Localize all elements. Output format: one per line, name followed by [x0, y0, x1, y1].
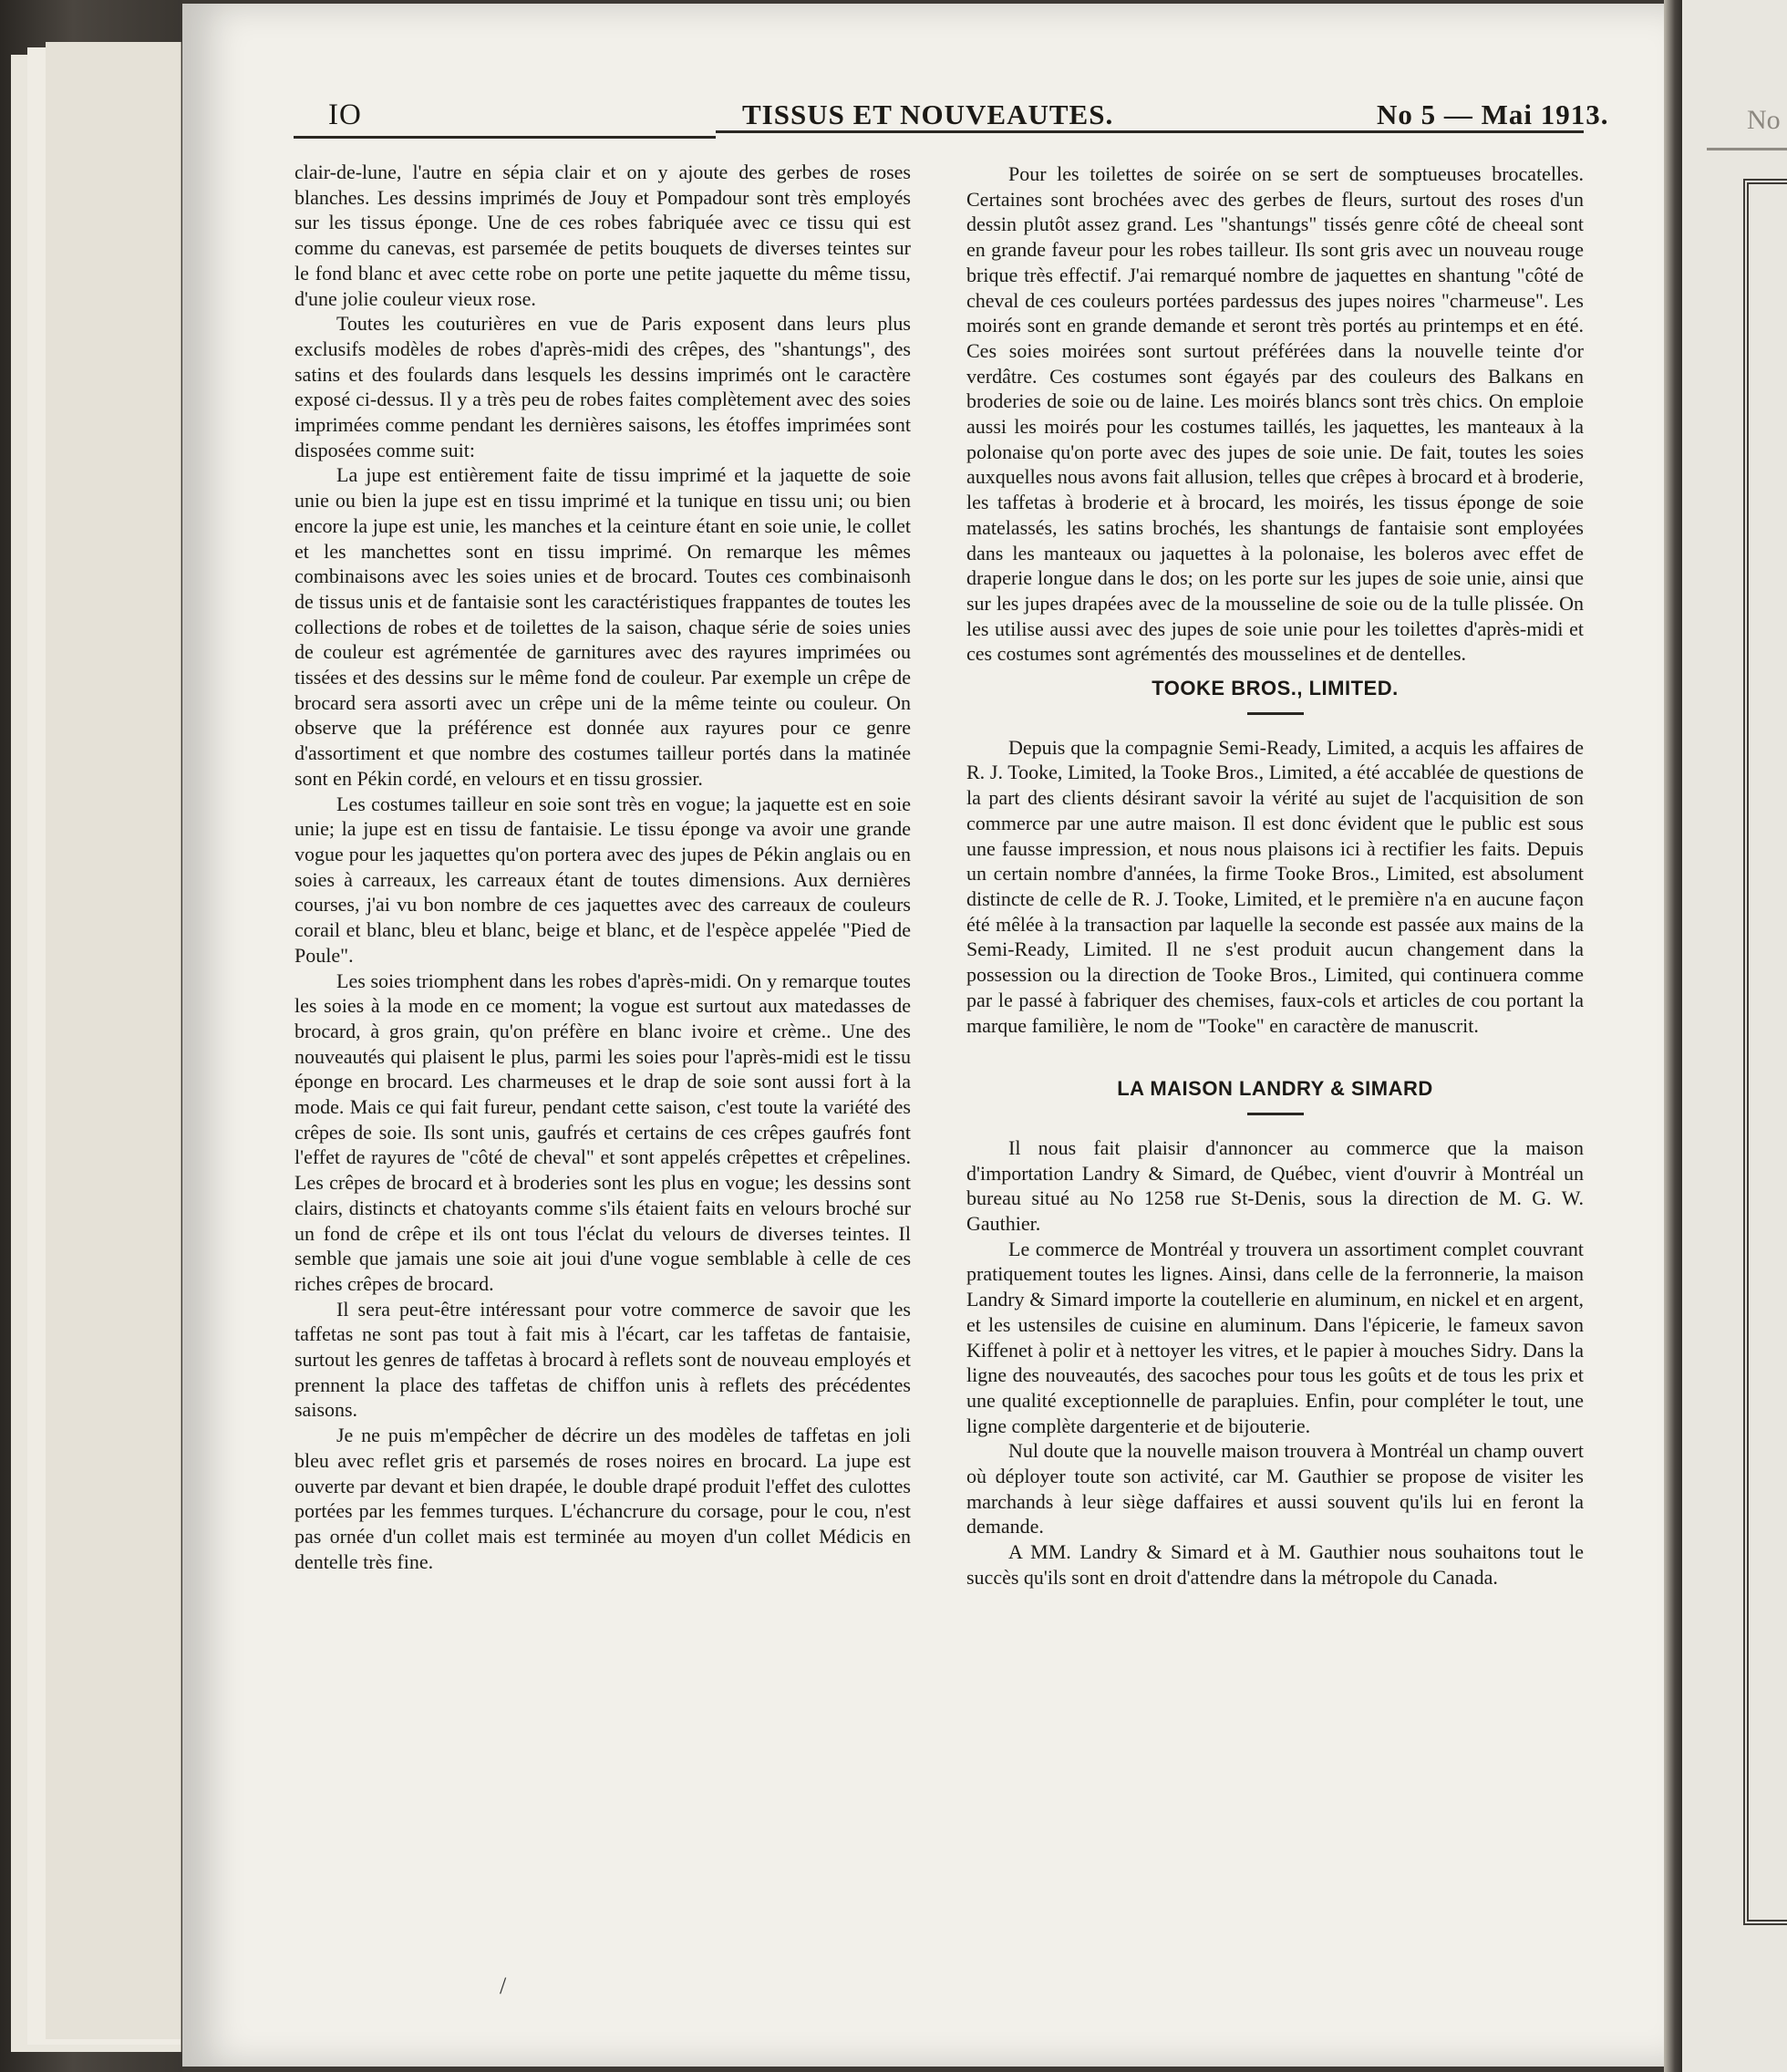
heading-rule: [1247, 1113, 1304, 1115]
paragraph: A MM. Landry & Simard et à M. Gauthier nous souhaitons tout le succès qu'ils sont en droit d'attendre dans la métropole du Canada.: [966, 1540, 1584, 1589]
paragraph: clair-de-lune, l'autre en sépia clair et on y ajoute des gerbes de roses blanches. Les dessins imprimés de Jouy et Pompadour sont très employés sur les tissus éponge. Une de ces robes fabriquée avec ce tissu qui est comme du canevas, est parsemée de petits bouquets de diverses teintes sur le fond blanc et avec cette robe on porte une petite jaquette du même tissu, d'une jolie couleur vieux rose.: [294, 161, 911, 310]
paragraph: Les costumes tailleur en soie sont très en vogue; la jaquette est en soie unie; la jupe est en tissu de fantaisie. Le tissu éponge va avoir une grande vogue pour les jaquettes qu'on portera avec des jupes de Pékin anglais ou en soies à carreaux, les carreaux étant de toutes dimensions. Aux dernières courses, j'ai vu bon nombre de ces jaquettes avec des carreaux de couleurs corail et blanc, bleu et blanc, beige et blanc, et de l'espèce appelée "Pied de Poule".: [294, 792, 911, 967]
page-number: IO: [328, 98, 362, 131]
paragraph: Il sera peut-être intéressant pour votre commerce de savoir que les taffetas ne sont pas tout à fait mis à l'écart, car les taffetas de fantaisie, surtout les genres de taffetas à brocard à reflets sont de nouveau employés et prennent la place des taffetas de chiffon unis à reflets des précédentes saisons.: [294, 1297, 911, 1422]
paragraph: Le commerce de Montréal y trouvera un assortiment complet couvrant pratiquement toutes les lignes. Ainsi, dans celle de la ferronnerie, la maison Landry & Simard importe la coutellerie en aluminum, en nickel et en argent, et les ustensiles de cuisine en aluminum. Dans l'épicerie, le fameux savon Kiffenet à polir et à nettoyer les vitres, et le papier à mouches Sidry. Dans la ligne des nouveautés, des sacoches pour tous les goûts et de tous les prix et une qualité exceptionnelle de parapluies. Enfin, pour compléter le tout, une ligne complète dargenterie et de bijouterie.: [966, 1237, 1584, 1437]
header-rule: [294, 136, 716, 139]
paragraph: Toutes les couturières en vue de Paris exposent dans leurs plus exclusifs modèles de robes d'après-midi des crêpes, des "shantungs", des satins et des foulards dans lesquels les dessins imprimés ont le caractère exposé ci-dessus. Il y a très peu de robes faites complètement avec des soies imprimées comme pendant les dernières saisons, les étoffes imprimées sont disposées comme suit:: [294, 312, 911, 461]
paragraph: Depuis que la compagnie Semi-Ready, Limited, a acquis les affaires de R. J. Tooke, Limited, la Tooke Bros., Limited, a été accablée de questions de la part des clients désirant savoir la vérité au sujet de l'acquisition de son commerce par une autre maison. Il est donc évident que le public est sous une fausse impression, et nous nous plaisons ici à rectifier les faits. Depuis un certain nombre d'années, la firme Tooke Bros., Limited, est absolument distincte de celle de R. J. Tooke, Limited, et le première n'a en aucune façon été mêlée à la transaction par laquelle la seconde est passée aux mains de la Semi-Ready, Limited. Il ne s'est produit aucun changement dans la possession ou la direction de Tooke Bros., Limited, qui continuera comme par le passé à fabriquer des chemises, faux-cols et articles de cou portant la marque familière, le nom de "Tooke" en caractère de manuscrit.: [966, 735, 1584, 1037]
book-gutter: [1664, 0, 1682, 2072]
paragraph: Pour les toilettes de soirée on se sert de somptueuses brocatelles. Certaines sont brochées avec des gerbes de fleurs, surtout des roses d'un dessin plutôt assez grand. Les "shantungs" tissés genre côté de cheeal sont en grande faveur pour les robes tailleur. Ils sont gris avec un nouveau rouge brique très effectif. J'ai remarqué nombre de jaquettes en shantung "côté de cheval de ces couleurs portées pardessus des jupes noires "charmeuse". Les moirés sont en grande demande et seront très portés au printemps et en été. Ces soies moirées sont surtout préférées dans la nouvelle teinte d'or verdâtre. Ces costumes sont égayés par des couleurs des Balkans en broderies de soie ou de laine. Les moirés blancs sont très chics. On emploie aussi les moirés pour les costumes taillés, les jaquettes, les manteaux à la polonaise qu'on porte avec des jupes de soie unie. De fait, toutes les soies auxquelles nous avons fait allusion, telles que crêpes à brocard et à broderie, les taffetas à broderie et à brocard, les moirés, les tissus éponge de soie matelassés, les satins brochés, les shantungs de fantaisie sont employées dans les manteaux ou jaquettes à la polonaise, les boleros avec effet de draperie longue dans le dos; on les porte sur les jupes de soie unie, ainsi que sur les jupes drapées avec de la mousseline de soie ou de la tulle plissée. On les utilise aussi avec des jupes de soie unie pour les toilettes d'après-midi et ces costumes sont agrémentés des mousselines et de dentelles.: [966, 162, 1584, 666]
next-page-rule: [1707, 148, 1787, 150]
right-column: [966, 161, 1584, 1590]
journal-title: TISSUS ET NOUVEAUTES.: [742, 98, 1114, 130]
heading-rule: [1247, 712, 1304, 715]
paragraph: Il nous fait plaisir d'annoncer au commerce que la maison d'importation Landry & Simard, de Québec, vient d'ouvrir à Montréal un bureau situé au No 1258 rue St-Denis, sous la direction de M. G. W. Gauthier.: [966, 1135, 1584, 1236]
paragraph: La jupe est entièrement faite de tissu imprimé et la jaquette de soie unie ou bien la jupe est en tissu imprimé et la tunique en tissu uni; ou bien encore la jupe est unie, les manches et la ceinture étant en soie unie, le collet et les manchettes sont en tissu imprimé. On remarque les mêmes combinaisons avec les soies unies et de brocard. Toutes ces combinaisonh de tissus unis et de fantaisie sont les caractéristiques frappantes de toutes les collections de robes et de toilettes de la saison, chaque série de soies unies de couleur est agrémentée de garnitures avec des rayures imprimées ou tissées et des dessins sur le même fond de couleur. Par exemple un crêpe de brocard sera assorti avec un crêpe uni de la même teinte ou couleur. On observe que la préférence est donnée aux rayures pour ce genre d'assortiment et que nombre des costumes tailleur portés dans la matinée sont en Pékin cordé, en velours et en tissu grossier.: [294, 463, 911, 790]
header-rule: [716, 130, 1584, 133]
next-page-header: No: [1747, 105, 1781, 135]
paragraph: Nul doute que la nouvelle maison trouvera à Montréal un champ ouvert où déployer toute son activité, car M. Gauthier se propose de visiter les marchands à leur siège daffaires et aussi souvent qu'ils lui en feront la demande.: [966, 1439, 1584, 1538]
page-stack: [46, 42, 181, 2039]
paragraph: Je ne puis m'empêcher de décrire un des modèles de taffetas en joli bleu avec reflet gris et parsemés de roses noires en brocard. La jupe est ouverte par devant et bien drapée, le double drapé produit l'effet des culottes portées par les femmes turques. L'échancrure du corsage, pour le cou, n'est pas ornée d'un collet mais est terminée au moyen d'un collet Médicis en dentelle très fine.: [294, 1424, 911, 1573]
left-column: [294, 160, 911, 1574]
article-heading-landry-simard: LA MAISON LANDRY & SIMARD: [1117, 1077, 1433, 1101]
next-page-ad-frame: [1743, 179, 1787, 1925]
paragraph: Les soies triomphent dans les robes d'après-midi. On y remarque toutes les soies à la mode en ce moment; la vogue est surtout aux matedasses de brocard, à gros grain, qu'on préfère en blanc ivoire et crème.. Une des nouveautés qui plaisent le plus, parmi les soies pour l'après-midi est le tissu éponge en brocard. Les charmeuses et le drap de soie sont aussi fort à la mode. Mais ce qui fait fureur, pendant cette saison, c'est toute la variété des crêpes de soie. Ils sont unis, gaufrés et certains de ces crêpes gaufrés font l'effet de rayures de "côté de cheval" et sont appelés crêpettes et crêpelines. Les crêpes de brocard et à broderies sont les plus en vogue; les dessins sont clairs, distincts et chatoyants comme s'ils étaient faits en velours broché sur un fond de crêpe et ils ont tous l'éclat du velours de diverses teintes. Il semble que jamais une soie ait joui d'une vogue semblable à celle de ces riches crêpes de brocard.: [294, 969, 911, 1295]
issue-date: No 5 — Mai 1913.: [1377, 98, 1609, 130]
margin-mark: /: [500, 1973, 507, 1999]
article-heading-tooke: TOOKE BROS., LIMITED.: [1152, 677, 1399, 700]
